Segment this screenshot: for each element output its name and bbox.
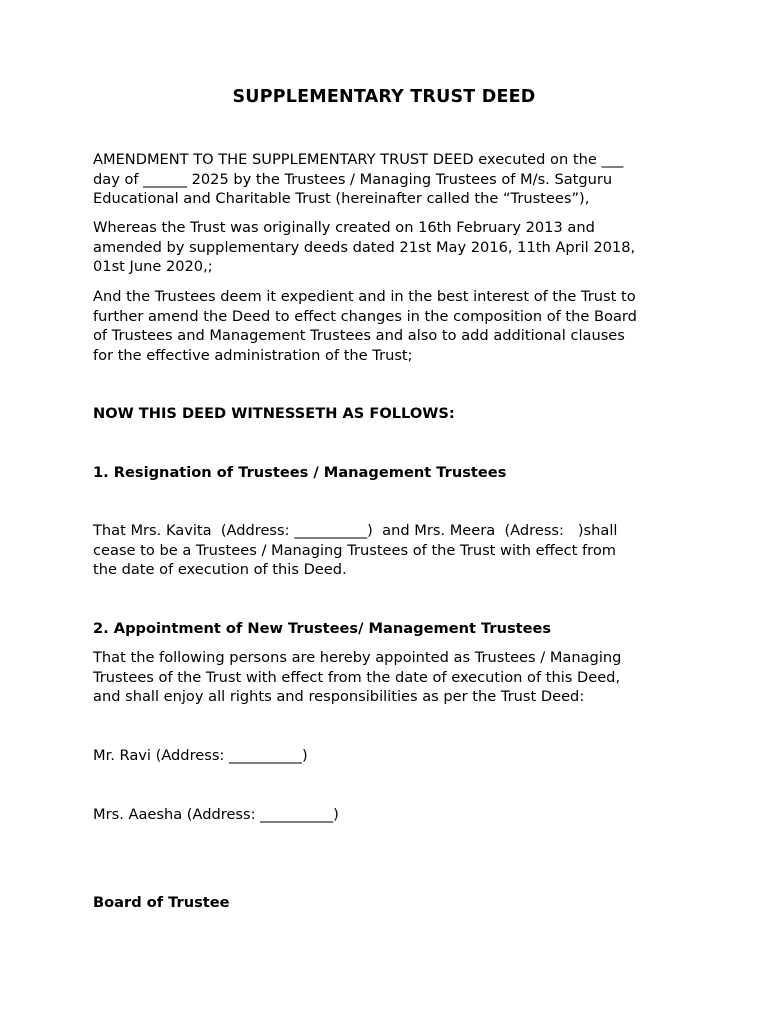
whereas-line: amended by supplementary deeds dated 21st May 2016, 11th April 2018, bbox=[93, 238, 636, 256]
section2-line: Trustees of the Trust with effect from the date of execution of this Deed, bbox=[93, 668, 621, 686]
document-title: SUPPLEMENTARY TRUST DEED bbox=[232, 87, 536, 107]
whereas-paragraph bbox=[93, 218, 683, 277]
whereas-line: Whereas the Trust was originally created on 16th February 2013 and bbox=[93, 219, 595, 236]
appointee-ravi: Mr. Ravi (Address: __________) bbox=[93, 747, 308, 764]
board-heading: Board of Trustee bbox=[93, 894, 230, 911]
section1-line: cease to be a Trustees / Managing Trustees of the Trust with effect from bbox=[93, 541, 616, 559]
appointee-aaesha: Mrs. Aaesha (Address: __________) bbox=[93, 806, 339, 823]
section2-line: That the following persons are hereby appointed as Trustees / Managing bbox=[93, 649, 622, 666]
and-line: And the Trustees deem it expedient and in the best interest of the Trust to bbox=[93, 288, 636, 305]
section1-line: the date of execution of this Deed. bbox=[93, 561, 347, 579]
whereas-line: 01st June 2020,; bbox=[93, 258, 213, 276]
section1-paragraph bbox=[93, 521, 683, 580]
intro-paragraph bbox=[93, 150, 683, 209]
section2-heading: 2. Appointment of New Trustees/ Management Trustees bbox=[93, 620, 552, 637]
and-line: further amend the Deed to effect changes in the composition of the Board bbox=[93, 307, 637, 325]
intro-line: AMENDMENT TO THE SUPPLEMENTARY TRUST DEED executed on the ___ bbox=[93, 151, 624, 168]
witnesseth-heading: NOW THIS DEED WITNESSETH AS FOLLOWS: bbox=[93, 405, 455, 422]
and-paragraph bbox=[93, 287, 683, 365]
and-line: of Trustees and Management Trustees and also to add additional clauses bbox=[93, 327, 625, 345]
section2-paragraph bbox=[93, 648, 683, 707]
section1-line: That Mrs. Kavita (Address: __________) and Mrs. Meera (Adress: )shall bbox=[93, 522, 618, 539]
section2-line: and shall enjoy all rights and responsibilities as per the Trust Deed: bbox=[93, 688, 585, 706]
intro-line: day of ______ 2025 by the Trustees / Managing Trustees of M/s. Satguru bbox=[93, 170, 613, 188]
intro-line: Educational and Charitable Trust (hereinafter called the “Trustees”), bbox=[93, 190, 590, 208]
section1-heading: 1. Resignation of Trustees / Management Trustees bbox=[93, 464, 507, 481]
and-line: for the effective administration of the Trust; bbox=[93, 346, 413, 364]
